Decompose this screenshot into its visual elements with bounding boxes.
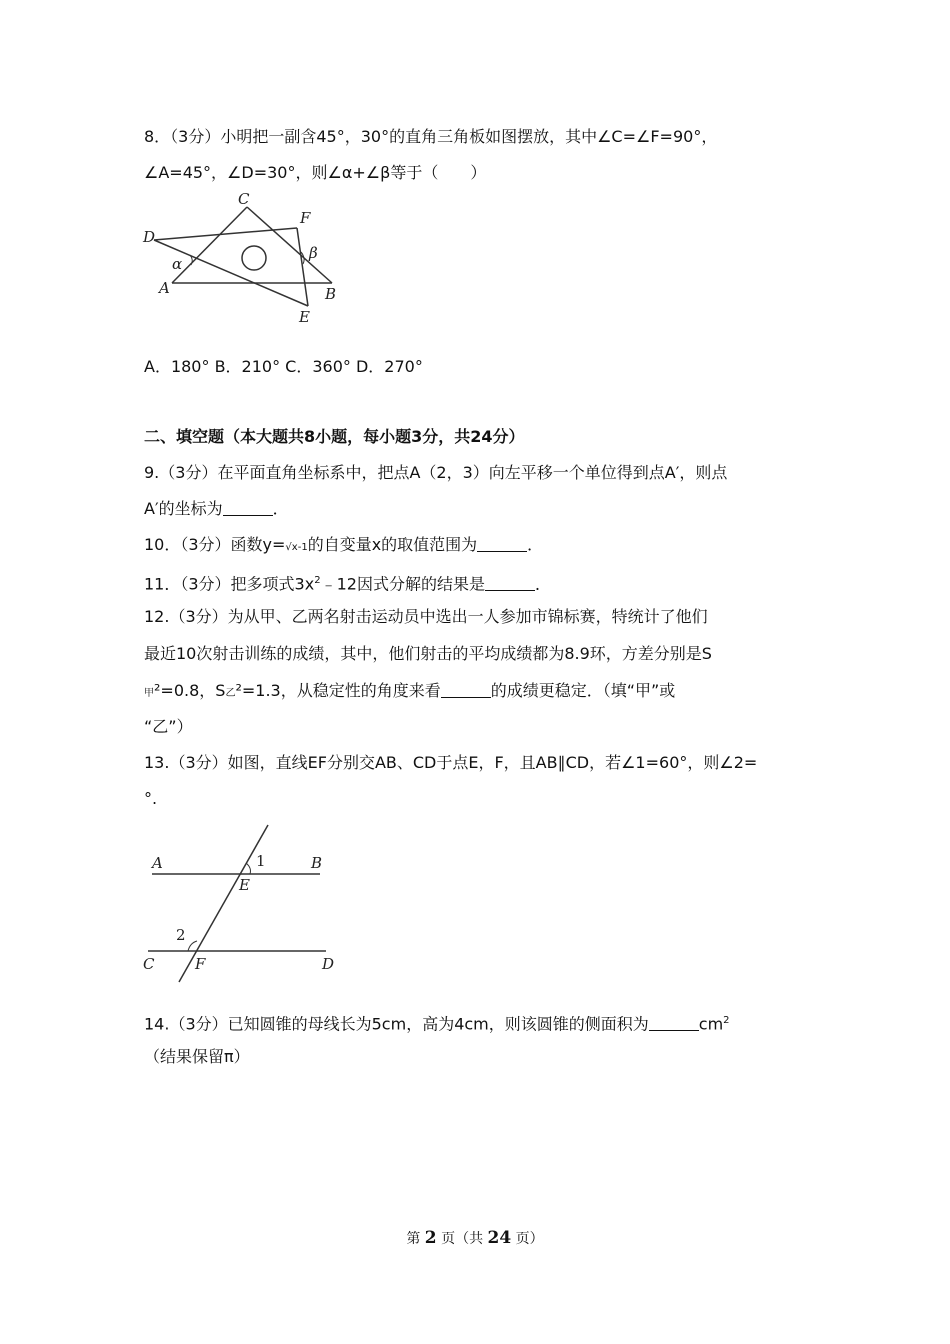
q8-circle	[242, 246, 266, 270]
sqrt-expression: √x-1	[285, 542, 308, 553]
q13-label-c: C	[143, 955, 155, 973]
q10-suffix: ．	[527, 535, 544, 554]
q8-edge-cb	[247, 207, 332, 283]
q13-label-a: A	[152, 854, 163, 872]
footer-b: 页（共	[436, 1231, 488, 1247]
q8-label-beta: β	[309, 244, 318, 262]
section-heading: 二、填空题（本大题共8小题，每小题3分，共24分）	[144, 427, 525, 446]
q13-angle2-arc	[188, 941, 197, 951]
q8-edge-ac	[172, 207, 247, 283]
q10-line	[144, 534, 543, 559]
q11-prefix: 11．（3分）把多项式3x	[144, 574, 315, 594]
q11-suffix: ．	[534, 574, 551, 594]
q8-label-alpha: α	[172, 255, 183, 273]
q8-label-e: E	[299, 308, 310, 326]
q8-label-b: B	[325, 285, 337, 303]
answer-blank	[223, 499, 273, 516]
q13-angle1-arc	[246, 863, 251, 874]
q14-prefix: 14.（3分）已知圆锥的母线长为5cm，高为4cm，则该圆锥的侧面积为	[144, 1014, 649, 1034]
q12-line3	[144, 680, 675, 705]
q13-label-d: D	[322, 955, 335, 973]
q12-line1: 12.（3分）为从甲、乙两名射击运动员中选出一人参加市锦标赛，特统计了他们	[144, 607, 708, 626]
q9-line1: 9.（3分）在平面直角坐标系中，把点A（2，3）向左平移一个单位得到点A′，则点	[144, 463, 728, 482]
answer-blank	[477, 535, 527, 552]
footer-c: 页）	[511, 1231, 544, 1247]
answer-blank	[441, 681, 491, 698]
q12-line4: “乙”）	[144, 717, 193, 736]
q14-line2: （结果保留π）	[144, 1047, 250, 1066]
answer-blank	[485, 574, 535, 591]
page-total: 24	[487, 1228, 512, 1248]
q8-label-d: D	[143, 228, 156, 246]
q13-line-ef	[179, 825, 268, 982]
q13-label-b: B	[311, 854, 323, 872]
q8-edge-fe	[297, 228, 308, 306]
q12-line3-c: 的成绩更稳定．（填“甲”或	[490, 681, 676, 700]
q14-unit: cm	[698, 1014, 724, 1034]
q10-prefix: 10．（3分）函数y=	[144, 535, 286, 554]
q8-line1: 8．（3分）小明把一副含45°，30°的直角三角板如图摆放，其中∠C=∠F=90°，	[144, 127, 718, 146]
q11-line	[144, 570, 551, 595]
q12-line2: 最近10次射击训练的成绩，其中，他们射击的平均成绩都为8.9环，方差分别是S	[144, 644, 712, 663]
subscript-jia: 甲	[144, 688, 154, 699]
exponent: 2	[723, 1015, 730, 1026]
q10-middle: 的自变量x的取值范围为	[307, 535, 478, 554]
q13-line2: °.	[144, 789, 158, 808]
q12-line3-a: ²=0.8，S	[154, 681, 226, 700]
q8-figure	[140, 190, 350, 330]
q13-label-1: 1	[256, 852, 266, 870]
q13-line1: 13.（3分）如图，直线EF分别交AB、CD于点E，F，且AB∥CD，若∠1=60°，则∠2=	[144, 753, 758, 772]
q8-edge-de	[154, 240, 308, 306]
page-footer	[0, 1228, 950, 1248]
q13-label-e: E	[239, 876, 250, 894]
q8-label-f: F	[300, 209, 311, 227]
q8-line2: ∠A=45°，∠D=30°，则∠α+∠β等于（ ）	[144, 163, 487, 182]
exponent: 2	[314, 575, 321, 586]
q12-line3-b: ²=1.3，从稳定性的角度来看	[235, 681, 441, 700]
q13-label-f: F	[195, 955, 206, 973]
subscript-yi: 乙	[225, 688, 236, 699]
q14-line1	[144, 1010, 730, 1035]
q9-line2	[144, 498, 289, 520]
q8-options: A．180° B．210° C．360° D．270°	[144, 357, 423, 376]
footer-a: 第	[406, 1231, 425, 1247]
q13-figure	[140, 820, 340, 990]
q9-line2-text: A′的坐标为	[144, 499, 223, 518]
q11-middle: ﹣12因式分解的结果是	[320, 574, 485, 594]
answer-blank	[649, 1014, 699, 1031]
q8-label-a: A	[159, 279, 170, 297]
q9-line2-end: ．	[272, 499, 289, 518]
q13-label-2: 2	[176, 926, 186, 944]
page-number: 2	[424, 1228, 437, 1248]
q8-label-c: C	[238, 190, 250, 208]
